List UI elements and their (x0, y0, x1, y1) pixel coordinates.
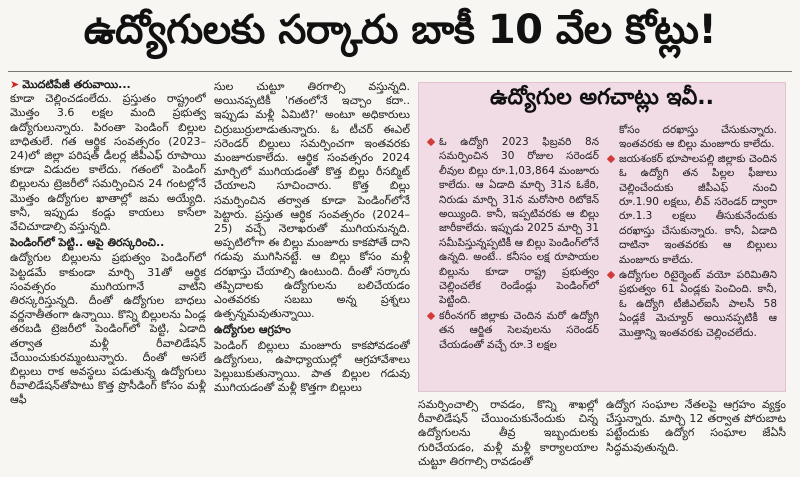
headline-rule (8, 71, 792, 72)
sidebar-bullet: జయశంకర్ భూపాలపల్లి జిల్లాకు చెందిన ఓ ఉద్యోగి తన పిల్లల ఫీజులు చెల్లించేందుకు జీపీఎఫ్ నుంచి రూ.1.90 లక్షలు, లీవ్ సరెండర్ ద్వారా రూ.1.3 లక్షలు తీసుకునేందుకు దరఖాస్తు చేసుకున్నారు. కానీ, ఏడాది దాటినా ఇంతవరకు ఆ బిల్లులు మంజూరు కాలేదు. (607, 152, 777, 267)
col3-paragraph: సమర్పించాల్సి రావడం, కొన్ని శాఖల్లో రీవాలిడేషన్ చేయించుకునేందుకు చిన్న ఉద్యోగులను తీవ్ర ఇబ్బందులకు గురిచేయడం, మళ్లీ మళ్లీ కార్యాలయాల చుట్టూ తిరగాల్సి రావడంతో (418, 398, 598, 468)
continuation-kicker (10, 78, 206, 92)
sidebar-bullet: ఉద్యోగుల రిటైర్మెంట్ వయో పరిమితిని ప్రభుత్వం 61 ఏండ్లకు పెంచింది. కానీ, ఓ ఉద్యోగి టీజీఎల్ఐసీ పాలసీ 58 ఏండ్లకే మెచ్యూర్ అయినప్పటికీ ఆ మొత్తాన్ని ఇంతవరకు చెల్లించలేదు. (607, 268, 777, 340)
sidebar-box (418, 82, 786, 392)
col2-paragraph-1: సుల చుట్టూ తిరగాల్సి వస్తున్నది. అయినప్పటికీ 'గతంలోనే ఇచ్చాం కదా.. ఇప్పుడు మళ్లీ ఏమిటి?' అంటూ అధికారులు చిర్రుబుర్రులాడుతున్నారు. ఓ టీచర్ ఈఎల్ సరెండర్ బిల్లులు సమర్పించగా ఇంతవరకు మంజూరుకాలేదు. ఆర్థిక సంవత్సరం 2024 మార్చిలో ముగియడంతో కొత్త బిల్లు రీసబ్మిట్ చేయాలని సూచించారు. కొత్త బిల్లు సమర్పించిన తర్వాత కూడా పెండింగ్‌లోనే పెట్టారు. ప్రస్తుత ఆర్థిక సంవత్సరం (2024–25) వచ్చే నెలాఖరుతో ముగియనున్నది. అప్పటిలోగా ఈ బిల్లు మంజూరు కాకపోతే దాని గడువు ముగిసినట్టే. ఆ బిల్లు కోసం మళ్లీ దరఖాస్తు చేయాల్సి ఉంటుంది. దీంతో సర్కారు తప్పిదాలకు ఉద్యోగులను బలిచేయడం ఎంతవరకు సబబు అన్న ప్రశ్నలు ఉత్పన్నమవుతున్నాయి. (214, 80, 410, 321)
col1-paragraph-1: కూడా చెల్లించడంలేదు. ప్రస్తుతం రాష్ట్రంలో మొత్తం 3.6 లక్షల మంది ప్రభుత్వ ఉద్యోగులున్నారు. పిరంతా పెండింగ్ బిల్లుల బాధితులే. గత ఆర్థిక సంవత్సరం (2023–24)లో జిల్లా పరిషత్ డీలర్ల జీపీఎఫ్ రూపాయి కూడా విడుదల కాలేదు. గతంలో పెండింగ్ బిల్లులను ట్రెజరీలో సమర్పించిన 24 గంటల్లోనే మొత్తం ఉద్యోగుల ఖాతాల్లో జమ అయ్యేది. కానీ, ఇప్పుడు కండ్లు కాయలు కాసేలా వేచిచూడాల్సి వస్తున్నది. (10, 92, 206, 234)
headline: ఉద్యోగులకు సర్కారు బాకీ 10 వేల కోట్లు! (83, 7, 717, 53)
col2-paragraph-2: పెండింగ్ బిల్లులు మంజూరు కాకపోవడంతో ఉద్యోగులు, ఉపాధ్యాయుల్లో ఆగ్రహావేశాలు పెల్లుబుకుతున్నాయి. పాత బిల్లుల గడువు ముగియడంతో మళ్లీ కొత్తగా బిల్లులు (214, 338, 410, 395)
arrow-icon: ➤ (10, 78, 20, 91)
column-4 (606, 398, 786, 472)
col1-subhead: పెండింగ్‌లో పెట్టి.. ఆపై తిరస్కరించి.. (10, 236, 165, 250)
sidebar-bullet: ఓ ఉద్యోగి 2023 ఫిబ్రవరి 8న సమర్పించిన 30 రోజుల సరెండర్ లీవుల బిల్లు రూ.1,03,864 మంజూరు కాలేదు. ఆ ఏడాది మార్చి 31న ఓకేరి, నిరుడు మార్చి 31న మరోసారి రిటోకెన్ అయ్యింది. కానీ, ఇప్పటివరకు ఆ బిల్లు జారీకాలేదు. ఇప్పుడు 2025 మార్చి 31 సమీపిస్తున్నప్పటికీ ఆ బిల్లు పెండింగ్‌లోనే ఉన్నది. అంటే.. కనీసం లక్ష రూపాయల బిల్లును కూడా రాష్ట్ర ప్రభుత్వం చెల్లించలేక రెండేండ్లు పెండింగ్‌లో పెట్టింది. (427, 135, 599, 308)
sidebar-left-column (427, 135, 599, 387)
sidebar-continued-text: కోసం దరఖాస్తు చేసుకున్నారు. ఇంతవరకు ఆ బిల్లు మంజూరు కాలేదు. (619, 124, 777, 151)
column-2 (214, 80, 410, 470)
column-1 (10, 78, 206, 470)
sidebar-bullet: కరీంనగర్ జిల్లాకు చెందిన మరో ఉద్యోగి తన ఆర్జిత సెలవులను సరెండర్ చేయడంతో వచ్చే రూ.3 లక్షల (427, 309, 599, 352)
col2-subhead: ఉద్యోగుల ఆగ్రహం (214, 323, 291, 337)
col1-paragraph-2: ఉద్యోగుల బిల్లులను ప్రభుత్వం పెండింగ్‌లో పెట్టడమే కాకుండా మార్చి 31తో ఆర్థిక సంవత్సరం ముగియగానే వాటిని తిరస్కరిస్తున్నది. దీంతో ఉద్యోగుల బాధలు వర్ణనాతీతంగా ఉన్నాయి. కొన్ని బిల్లులను ఏండ్ల తరబడి ట్రెజరీలో పెండింగ్‌లో పెట్టి, ఏడాది తర్వాత మళ్లీ రీవాలిడేషన్ చేయించుకురమ్మంటున్నారు. దీంతో అసలే బిల్లులు రాక అవస్థలు పడుతున్న ఉద్యోగులు రీవాలిడేషన్‌తోపాటు కొత్త ప్రొసీడింగ్ కోసం మళ్లీ ఆఫీ (10, 251, 206, 407)
sidebar-title: ఉద్యోగుల అగచాట్లు ఇవీ.. (490, 85, 714, 110)
col4-paragraph: ఉద్యోగ సంఘాల నేతలపై ఆగ్రహం వ్యక్తం చేస్తున్నారు. మార్చి 12 తర్వాత పోరుబాట పట్టేందుకు ఉద్యోగ సంఘాల జేఏసీ సిద్ధమవుతున్నది. (606, 398, 786, 454)
sidebar-right-column (607, 123, 777, 375)
kicker-text: మొదటిపేజీ తరువాయి... (22, 78, 131, 91)
column-3 (418, 398, 598, 472)
